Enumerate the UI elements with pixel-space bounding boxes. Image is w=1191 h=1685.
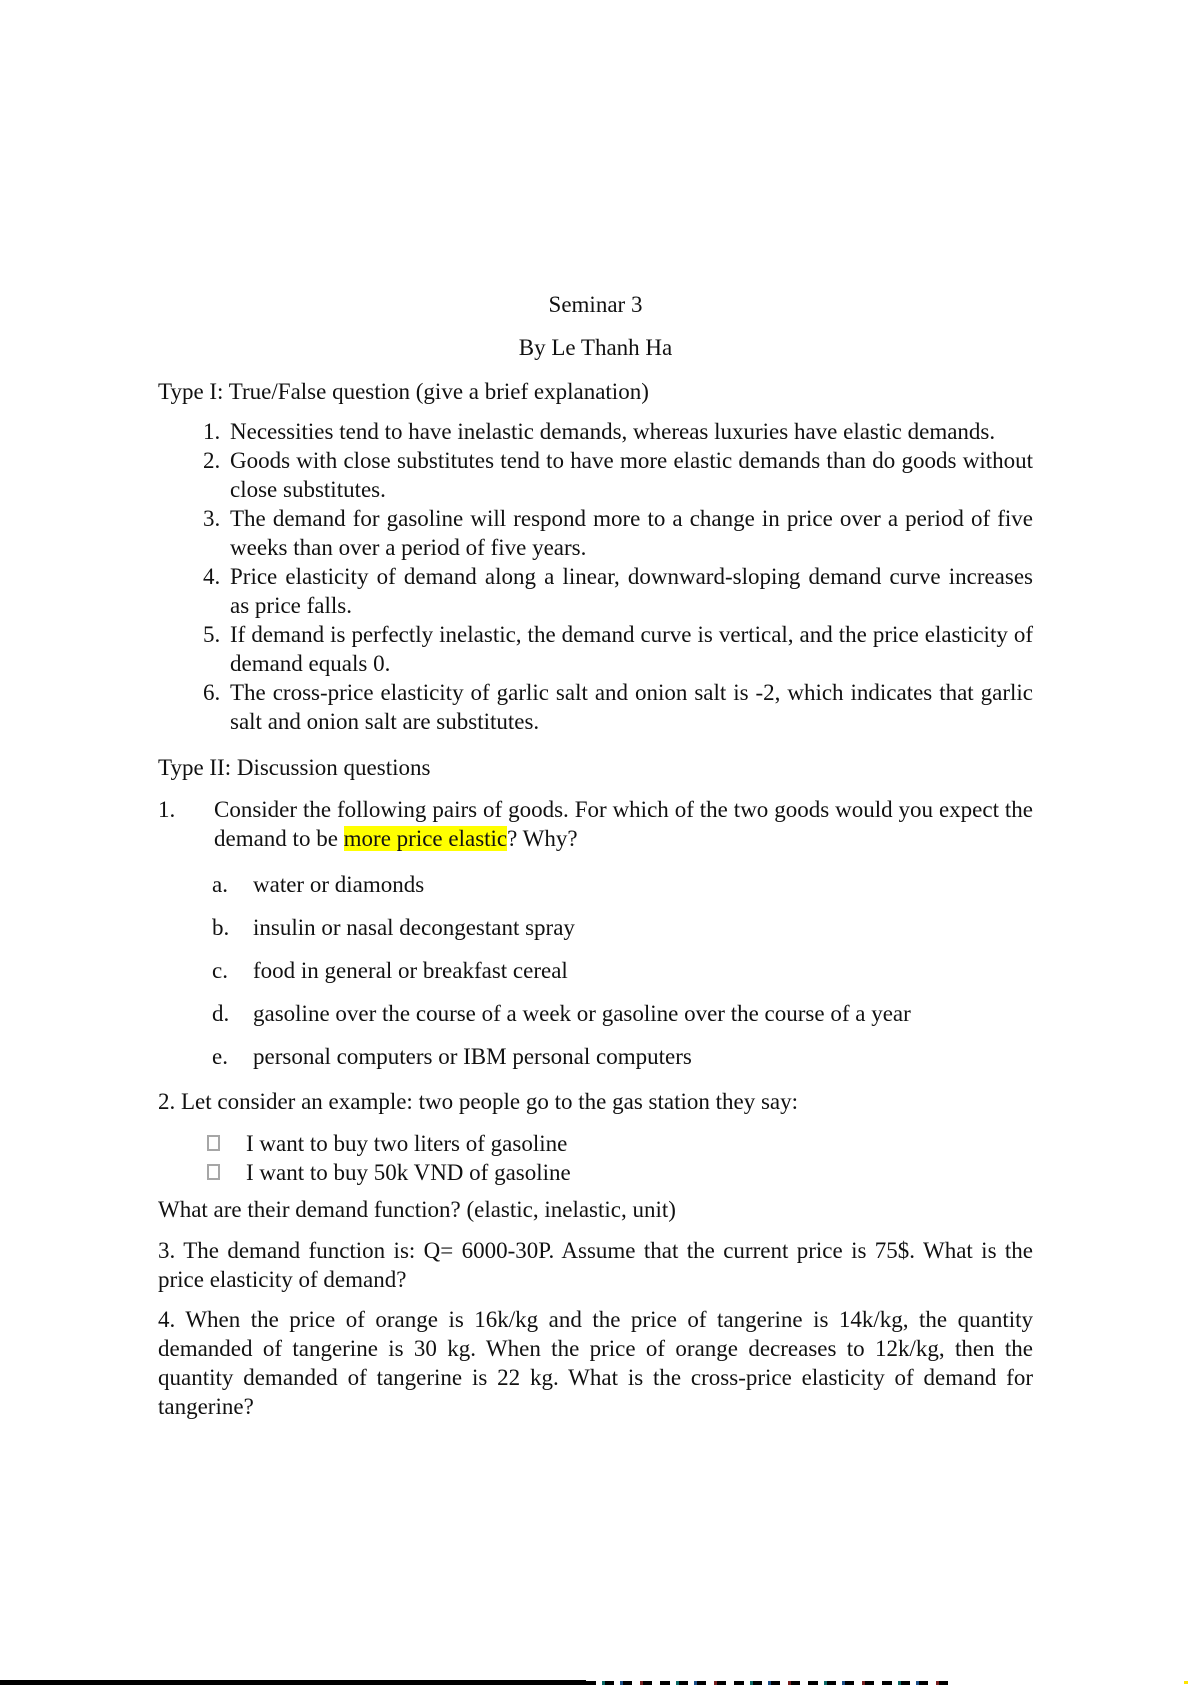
missing-glyph-box-icon <box>207 1158 246 1187</box>
missing-glyph-box-icon <box>207 1129 246 1158</box>
question-text-after: ? Why? <box>507 826 578 851</box>
option-text: water or diamonds <box>253 872 425 897</box>
discussion-question-3: 3. The demand function is: Q= 6000-30P. Assume that the current price is 75$. What is the price elasticity of demand? <box>158 1238 1033 1292</box>
true-false-item-6 <box>158 678 1033 736</box>
option-text: food in general or breakfast cereal <box>253 958 568 983</box>
option-letter: c. <box>212 958 228 983</box>
highlighted-text: more price elastic <box>343 826 508 851</box>
item-number: 5. <box>203 622 221 647</box>
question-2-followup: What are their demand function? (elastic, inelastic, unit) <box>158 1197 676 1222</box>
item-text: If demand is perfectly inelastic, the demand curve is vertical, and the price elasticity of demand equals 0. <box>230 622 1033 676</box>
clipped-taskbar-dot <box>1184 1681 1188 1684</box>
question-number: 1. <box>158 797 176 822</box>
bullet-text: I want to buy 50k VND of gasoline <box>246 1160 571 1185</box>
item-number: 6. <box>203 680 221 705</box>
option-letter: b. <box>212 915 230 940</box>
item-text: The demand for gasoline will respond more to a change in price over a period of five weeks than over a period of five years. <box>230 506 1033 560</box>
option-letter: e. <box>212 1044 228 1069</box>
true-false-item-1 <box>158 417 1033 446</box>
option-letter: a. <box>212 872 228 897</box>
item-number: 1. <box>203 419 221 444</box>
item-text: Price elasticity of demand along a linear, downward-sloping demand curve increases as price falls. <box>230 564 1033 618</box>
question-1-options <box>158 870 1033 1071</box>
page-title: Seminar 3 <box>548 292 643 317</box>
item-number: 4. <box>203 564 221 589</box>
question-2-bullets <box>158 1129 1033 1187</box>
option-e <box>158 1042 1033 1071</box>
question-text-before: Consider the following pairs of goods. For which of the two goods would you expect the demand to be <box>214 797 1033 851</box>
bullet-item-1 <box>158 1129 1033 1158</box>
item-text: Necessities tend to have inelastic demands, whereas luxuries have elastic demands. <box>230 419 996 444</box>
true-false-item-3 <box>158 504 1033 562</box>
option-text: personal computers or IBM personal computers <box>253 1044 692 1069</box>
true-false-item-2 <box>158 446 1033 504</box>
discussion-question-2: 2. Let consider an example: two people go to the gas station they say: <box>158 1089 799 1114</box>
question-text <box>214 795 1033 853</box>
option-c <box>158 956 1033 985</box>
true-false-item-4 <box>158 562 1033 620</box>
item-text: Goods with close substitutes tend to have more elastic demands than do goods without close substitutes. <box>230 448 1033 502</box>
option-b <box>158 913 1033 942</box>
option-text: insulin or nasal decongestant spray <box>253 915 575 940</box>
clipped-taskbar-edge <box>0 1680 586 1685</box>
item-number: 2. <box>203 448 221 473</box>
type1-heading: Type I: True/False question (give a brief explanation) <box>158 379 649 404</box>
item-text: The cross-price elasticity of garlic salt and onion salt is -2, which indicates that garlic salt and onion salt are substitutes. <box>230 680 1033 734</box>
option-letter: d. <box>212 1001 230 1026</box>
discussion-question-1 <box>158 795 1033 853</box>
discussion-question-4: 4. When the price of orange is 16k/kg and the price of tangerine is 14k/kg, the quantity demanded of tangerine is 30 kg. When the price of orange decreases to 12k/kg, then the quantity demanded of tangerine is 22 kg. What is the cross-price elasticity of demand for tangerine? <box>158 1307 1033 1419</box>
clipped-taskbar-noise <box>586 1681 956 1685</box>
document-author: By Le Thanh Ha <box>518 335 673 360</box>
option-a <box>158 870 1033 899</box>
item-number: 3. <box>203 506 221 531</box>
true-false-item-5 <box>158 620 1033 678</box>
true-false-list <box>158 417 1033 736</box>
bullet-text: I want to buy two liters of gasoline <box>246 1131 568 1156</box>
option-text: gasoline over the course of a week or gasoline over the course of a year <box>253 1001 911 1026</box>
type2-heading: Type II: Discussion questions <box>158 755 431 780</box>
option-d <box>158 999 1033 1028</box>
bullet-item-2 <box>158 1158 1033 1187</box>
